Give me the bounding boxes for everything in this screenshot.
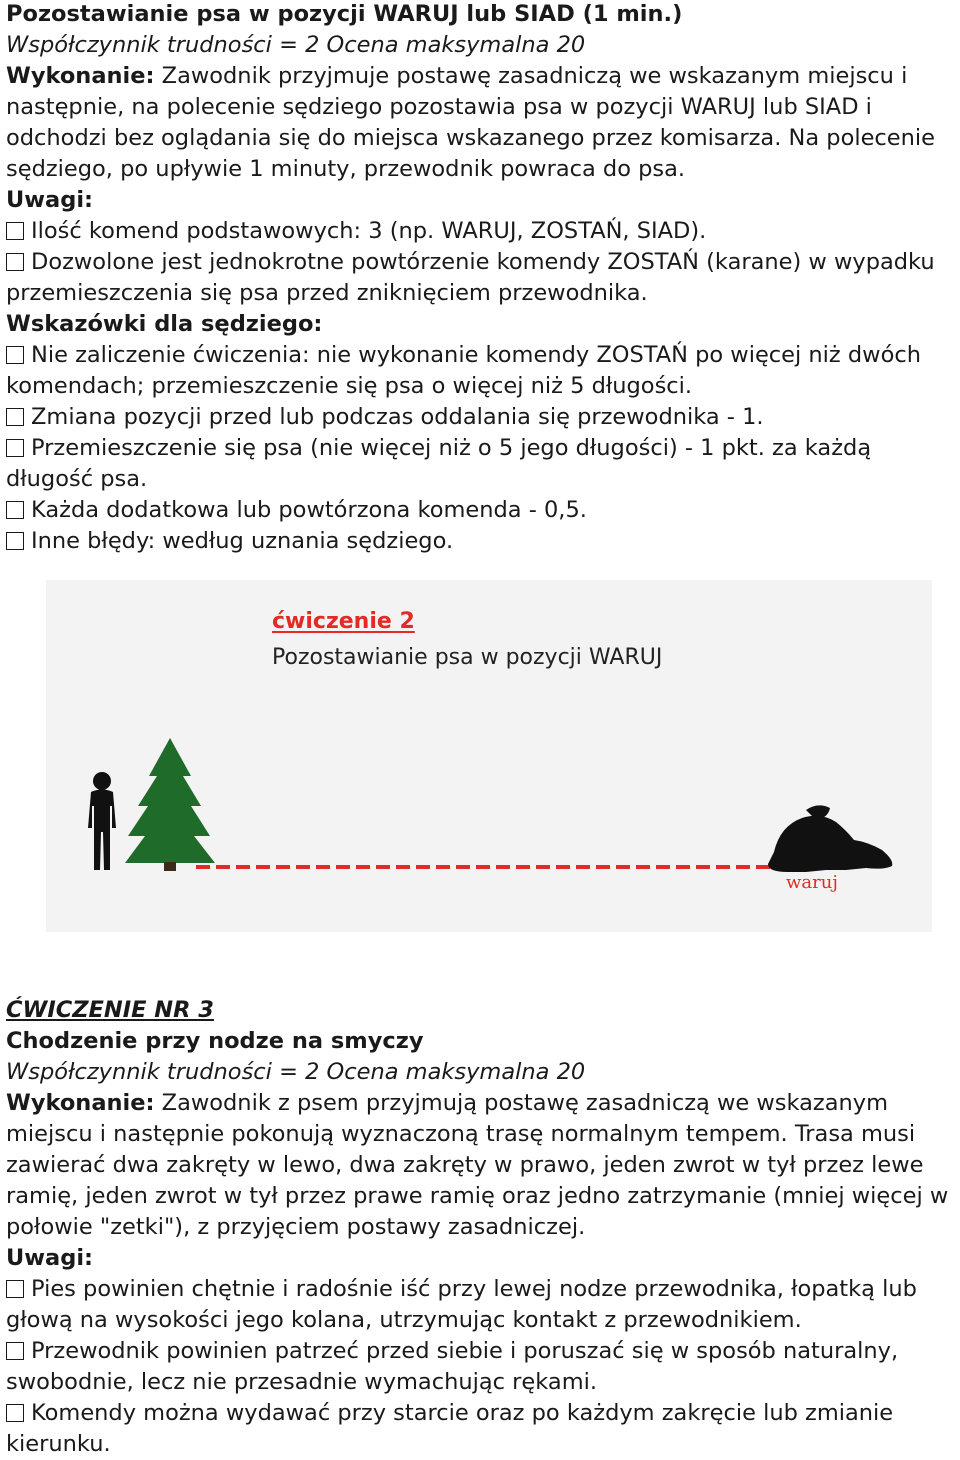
exercise-2-execution-line-4: połowie "zetki"), z przyjęciem postawy zasadniczej. [6,1214,586,1240]
note-item-continued: głową na wysokości jego kolana, utrzymując kontakt z przewodnikiem. [6,1307,802,1333]
judge-item: Każda dodatkowa lub powtórzona komenda - 0,5. [6,495,956,526]
exercise-2-difficulty: Współczynnik trudności = 2 Ocena maksymalna 20 [6,1059,586,1085]
exercise-1-execution-line-0: Wykonanie: Zawodnik przyjmuje postawę zasadniczą we wskazanym miejscu i [6,63,908,89]
illustration-subtitle: Pozostawianie psa w pozycji WARUJ [272,645,663,670]
note-item: Pies powinien chętnie i radośnie iść przy lewej nodze przewodnika, łopatką lub [6,1274,956,1305]
note-item: Komendy można wydawać przy starcie oraz po każdym zakręcie lub zmianie [6,1398,956,1429]
note-item: Ilość komend podstawowych: 3 (np. WARUJ, ZOSTAŃ, SIAD). [6,216,956,247]
checkbox-icon [6,1404,24,1422]
checkbox-icon [6,346,24,364]
checkbox-icon [6,439,24,457]
exercise-2-execution-line-0: Wykonanie: Zawodnik z psem przyjmują postawę zasadniczą we wskazanym [6,1090,888,1116]
judge-item: Nie zaliczenie ćwiczenia: nie wykonanie komendy ZOSTAŃ po więcej niż dwóch [6,340,956,371]
exercise-2-heading: ĆWICZENIE NR 3 [6,997,214,1023]
handler-figure [88,772,116,870]
exercise-2-execution-line-2: zawierać dwa zakręty w lewo, dwa zakręty w prawo, jeden zwrot w tył przez lewe [6,1152,924,1178]
checkbox-icon [6,1280,24,1298]
execution-label: Wykonanie: [6,1090,155,1116]
exercise-illustration [46,580,932,932]
judge-item: Inne błędy: według uznania sędziego. [6,526,956,557]
exercise-2-title: Chodzenie przy nodze na smyczy [6,1028,424,1054]
judge-item-continued: długość psa. [6,466,148,492]
exercise-1-section [6,0,956,557]
checkbox-icon [6,501,24,519]
illustration-title: ćwiczenie 2 [272,609,415,634]
judge-item: Zmiana pozycji przed lub podczas oddalania się przewodnika - 1. [6,402,956,433]
judge-item-continued: komendach; przemieszczenie się psa o więcej niż 5 długości. [6,373,693,399]
position-label: waruj [786,872,838,893]
notes-label: Uwagi: [6,187,94,213]
checkbox-icon [6,532,24,550]
checkbox-icon [6,253,24,271]
exercise-1-execution-line-3: sędziego, po upływie 1 minuty, przewodnik powraca do psa. [6,156,686,182]
note-item-continued: swobodnie, lecz nie przesadnie wymachując rękami. [6,1369,598,1395]
exercise-2-section [6,995,956,1460]
exercise-1-title: Pozostawianie psa w pozycji WARUJ lub SIAD (1 min.) [6,1,683,27]
checkbox-icon [6,222,24,240]
execution-label: Wykonanie: [6,63,155,89]
note-item: Dozwolone jest jednokrotne powtórzenie komendy ZOSTAŃ (karane) w wypadku [6,247,956,278]
checkbox-icon [6,1342,24,1360]
notes-label: Uwagi: [6,1245,94,1271]
exercise-1-difficulty: Współczynnik trudności = 2 Ocena maksymalna 20 [6,32,586,58]
note-item-continued: przemieszczenia się psa przed zniknięciem przewodnika. [6,280,648,306]
exercise-1-execution-line-2: odchodzi bez oglądania się do miejsca wskazanego przez komisarza. Na polecenie [6,125,936,151]
note-item: Przewodnik powinien patrzeć przed siebie i poruszać się w sposób naturalny, [6,1336,956,1367]
note-item-continued: kierunku. [6,1431,111,1457]
exercise-2-execution-line-3: ramię, jeden zwrot w tył przez prawe ramię oraz jedno zatrzymanie (mniej więcej w [6,1183,949,1209]
dog-figure [768,805,892,872]
exercise-1-execution-line-1: następnie, na polecenie sędziego pozostawia psa w pozycji WARUJ lub SIAD i [6,94,872,120]
judge-item: Przemieszczenie się psa (nie więcej niż o 5 jego długości) - 1 pkt. za każdą [6,433,956,464]
tree-icon [125,738,215,871]
judge-hints-label: Wskazówki dla sędziego: [6,311,323,337]
exercise-2-execution-line-1: miejscu i następnie pokonują wyznaczoną trasę normalnym tempem. Trasa musi [6,1121,916,1147]
checkbox-icon [6,408,24,426]
